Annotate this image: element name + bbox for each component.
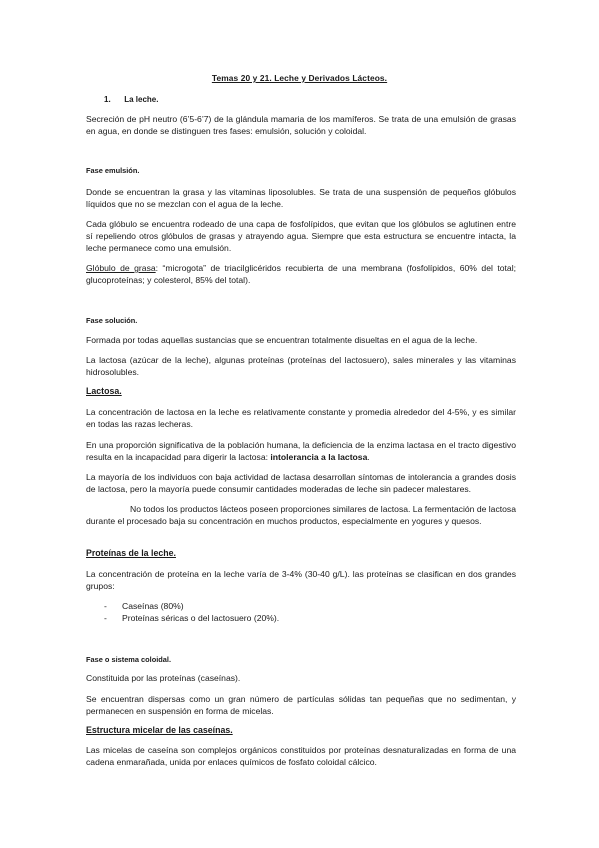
intro-paragraph: Secreción de pH neutro (6’5-6’7) de la glándula mamaria de los mamíferos. Se trata de una emulsión de grasas en agua, en donde se distinguen tres fases: emulsión, solución y coloidal. xyxy=(86,114,516,137)
coloidal-paragraph-3: Las micelas de caseína son complejos orgánicos constituidos por proteínas desnaturalizadas en forma de una cadena enmarañada, unida por enlaces químicos de fosfato coloidal cálcico. xyxy=(86,745,516,768)
coloidal-paragraph-2: Se encuentran dispersas como un gran número de partículas sólidas tan pequeñas que no sedimentan, y permanecen en suspensión en forma de micelas. xyxy=(86,694,516,717)
heading-fase-emulsion: Fase emulsión. xyxy=(86,166,140,175)
proteinas-paragraph: La concentración de proteína en la leche varía de 3-4% (30-40 g/L). las proteínas se clasifican en dos grandes grupos: xyxy=(86,569,516,592)
subheading-lactosa: Lactosa. xyxy=(86,386,122,396)
section-label: La leche. xyxy=(124,95,159,104)
emulsion-paragraph-globulo xyxy=(86,262,516,286)
document-title: Temas 20 y 21. Leche y Derivados Lácteos. xyxy=(211,73,388,83)
list-item-proteinas-sericas: - Proteínas séricas o del lactosuero (20%). xyxy=(104,613,280,623)
globulo-label: Glóbulo de grasa xyxy=(86,263,156,273)
globulo-definition: : “microgota” de triacilglicéridos recubierta de una membrana (fosfolípidos, 60% del total; glucoproteínas; y colesterol, 85% del total). xyxy=(86,263,516,286)
lactosa-paragraph-3: La mayoría de los individuos con baja actividad de lactasa desarrollan síntomas de intolerancia a grandes dosis de lactosa, pero la mayoría puede consumir cantidades moderadas de leche sin padecer malestares. xyxy=(86,472,516,495)
heading-fase-coloidal: Fase o sistema coloidal. xyxy=(86,655,172,664)
section-number: 1. xyxy=(104,95,111,104)
emulsion-paragraph-1: Donde se encuentran la grasa y las vitaminas liposolubles. Se trata de una suspensión de pequeños glóbulos líquidos que no se mezclan con el agua de la leche. xyxy=(86,187,516,210)
lactosa-p2-end: . xyxy=(367,452,370,463)
heading-fase-solucion: Fase solución. xyxy=(86,316,138,325)
subheading-estructura-micelar: Estructura micelar de las caseínas. xyxy=(86,725,233,735)
lactosa-paragraph-2 xyxy=(86,439,516,463)
lactosa-paragraph-4: No todos los productos lácteos poseen proporciones similares de lactosa. La fermentación de lactosa durante el procesado baja su concentración en muchos productos, especialmente en yogures y quesos. xyxy=(86,504,516,527)
list-item-caseinas: - Caseínas (80%) xyxy=(104,601,184,611)
intolerancia-term: intolerancia a la lactosa xyxy=(270,452,368,463)
section-heading-la-leche xyxy=(104,95,158,104)
emulsion-paragraph-2: Cada glóbulo se encuentra rodeado de una capa de fosfolípidos, que evitan que los glóbulos se aglutinen entre sí repeliendo otros glóbulos de grasas y atrayendo agua. Siempre que esta estructura se encuentre intacta, la leche permanece como una emulsión. xyxy=(86,219,516,254)
solucion-paragraph-1: Formada por todas aquellas sustancias que se encuentran totalmente disueltas en el agua de la leche. xyxy=(86,335,478,345)
lactosa-paragraph-1: La concentración de lactosa en la leche es relativamente constante y promedia alrededor del 4-5%, y es similar en todas las razas lecheras. xyxy=(86,407,516,430)
lactosa-p2-text: En una proporción significativa de la población humana, la deficiencia de la enzima lactasa en el tracto digestivo resulta en la incapacidad para digerir la lactosa: xyxy=(86,440,516,463)
subheading-proteinas: Proteínas de la leche. xyxy=(86,548,176,558)
solucion-paragraph-2: La lactosa (azúcar de la leche), algunas proteínas (proteínas del lactosuero), sales minerales y las vitaminas hidrosolubles. xyxy=(86,355,516,378)
coloidal-paragraph-1: Constituida por las proteínas (caseínas). xyxy=(86,673,241,683)
